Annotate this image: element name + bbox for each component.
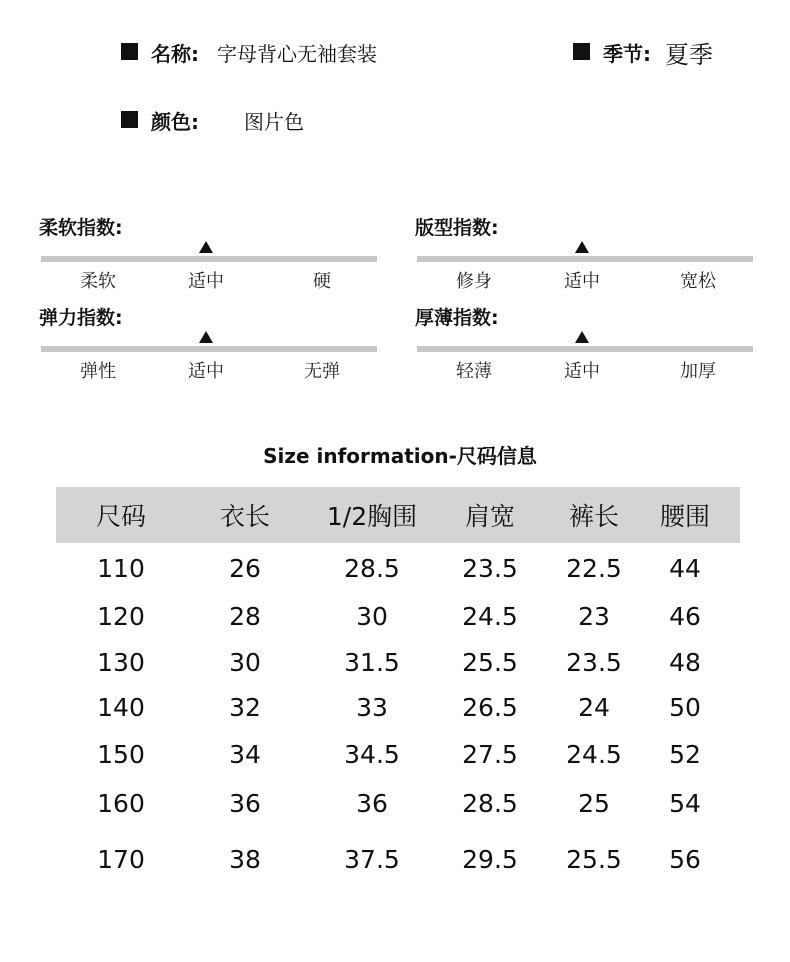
color-label: 颜色:: [151, 110, 199, 134]
size-table-cell: 170: [97, 845, 145, 874]
bullet-square-icon: [121, 43, 138, 60]
size-table-cell: 25.5: [566, 845, 622, 874]
index-bar: [41, 346, 377, 352]
size-table-cell: 25.5: [462, 648, 518, 677]
index-marker-icon: [199, 241, 213, 253]
size-table-cell: 130: [97, 648, 145, 677]
size-table-cell: 48: [669, 648, 701, 677]
index-marker-icon: [199, 331, 213, 343]
size-table-cell: 110: [97, 554, 145, 583]
size-table-cell: 26: [229, 554, 261, 583]
index-option: 适中: [188, 361, 224, 382]
index-option: 修身: [456, 271, 492, 292]
index-option: 弹性: [80, 361, 116, 382]
index-title: 弹力指数:: [39, 307, 123, 329]
size-table-cell: 31.5: [344, 648, 400, 677]
bullet-square-icon: [573, 43, 590, 60]
index-option: 硬: [313, 271, 331, 292]
size-table-header-cell: 裤长: [568, 502, 619, 531]
size-table-cell: 44: [669, 554, 701, 583]
size-table-cell: 24.5: [566, 740, 622, 769]
size-table-header-cell: 1/2胸围: [326, 502, 418, 531]
size-table-cell: 150: [97, 740, 145, 769]
size-table-cell: 22.5: [566, 554, 622, 583]
index-marker-icon: [575, 331, 589, 343]
size-table-cell: 46: [669, 602, 701, 631]
index-title: 版型指数:: [415, 217, 499, 239]
index-option: 宽松: [680, 271, 716, 292]
index-title: 柔软指数:: [39, 217, 123, 239]
size-table-cell: 56: [669, 845, 701, 874]
size-table-header-cell: 肩宽: [464, 502, 515, 531]
season-value: 夏季: [665, 41, 713, 69]
size-table-cell: 37.5: [344, 845, 400, 874]
size-table-cell: 160: [97, 789, 145, 818]
size-table-cell: 140: [97, 693, 145, 722]
index-bar: [41, 256, 377, 262]
size-table-title: Size information-尺码信息: [263, 444, 537, 468]
index-marker-icon: [575, 241, 589, 253]
index-bar: [417, 346, 753, 352]
size-table-cell: 32: [229, 693, 261, 722]
color-value: 图片色: [244, 110, 304, 134]
size-table-cell: 38: [229, 845, 261, 874]
size-table-header-cell: 腰围: [659, 502, 710, 531]
index-option: 适中: [188, 271, 224, 292]
index-option: 轻薄: [456, 361, 492, 382]
size-table-cell: 30: [229, 648, 261, 677]
size-table-cell: 52: [669, 740, 701, 769]
size-table-cell: 28.5: [462, 789, 518, 818]
size-table-cell: 54: [669, 789, 701, 818]
name-value: 字母背心无袖套装: [217, 42, 377, 66]
size-table-cell: 30: [356, 602, 388, 631]
size-table-cell: 28: [229, 602, 261, 631]
size-table-cell: 26.5: [462, 693, 518, 722]
size-table-header-cell: 尺码: [95, 502, 146, 531]
size-table-cell: 34.5: [344, 740, 400, 769]
size-table-header-cell: 衣长: [219, 502, 270, 531]
size-table-cell: 50: [669, 693, 701, 722]
size-table-cell: 23: [578, 602, 610, 631]
season-label: 季节:: [603, 42, 651, 66]
index-option: 柔软: [80, 271, 116, 292]
size-table-cell: 36: [229, 789, 261, 818]
size-table-cell: 27.5: [462, 740, 518, 769]
index-option: 加厚: [680, 361, 716, 382]
size-table-cell: 25: [578, 789, 610, 818]
size-table-cell: 24: [578, 693, 610, 722]
index-option: 适中: [564, 271, 600, 292]
index-bar: [417, 256, 753, 262]
size-table-cell: 33: [356, 693, 388, 722]
size-table-cell: 23.5: [566, 648, 622, 677]
size-table-cell: 29.5: [462, 845, 518, 874]
bullet-square-icon: [121, 111, 138, 128]
size-table-cell: 23.5: [462, 554, 518, 583]
size-table-cell: 36: [356, 789, 388, 818]
size-table-cell: 24.5: [462, 602, 518, 631]
index-title: 厚薄指数:: [415, 307, 499, 329]
size-table-cell: 28.5: [344, 554, 400, 583]
index-option: 无弹: [304, 361, 340, 382]
name-label: 名称:: [151, 42, 199, 66]
size-table-cell: 120: [97, 602, 145, 631]
index-option: 适中: [564, 361, 600, 382]
size-table-cell: 34: [229, 740, 261, 769]
